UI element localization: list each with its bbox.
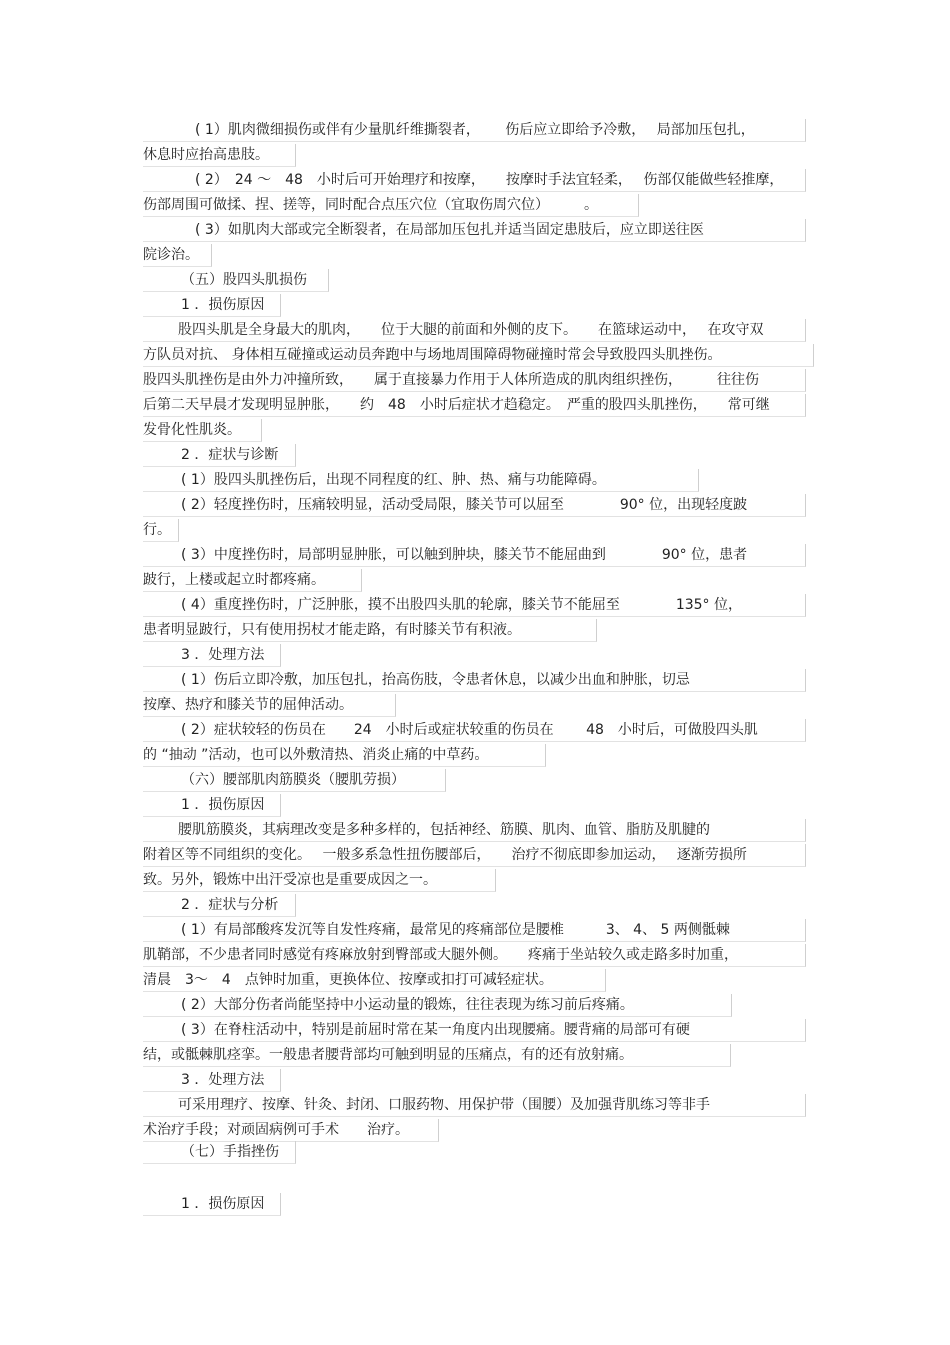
text-line: 跛行，上楼或起立时都疼痛。 (143, 569, 362, 592)
text-line: ( 3）在脊柱活动中，特别是前屈时常在某一角度内出现腰痛。腰背痛的局部可有硬 (143, 1019, 806, 1042)
text-line: ( 4）重度挫伤时，广泛肿胀，摸不出股四头肌的轮廓，膝关节不能屈至 135° 位， (143, 594, 806, 617)
text-line: （七）手指挫伤 (143, 1141, 296, 1164)
text-line: 伤部周围可做揉、捏、搓等，同时配合点压穴位（宜取伤周穴位） 。 (143, 194, 639, 217)
text-line: 腰肌筋膜炎，其病理改变是多种多样的，包括神经、筋膜、肌肉、血管、脂肪及肌腱的 (143, 819, 806, 842)
text-line: ( 3）中度挫伤时，局部明显肿胀，可以触到肿块，膝关节不能屈曲到 90° 位，患者 (143, 544, 806, 567)
text-line: 2 ．症状与分析 (143, 894, 296, 917)
text-line: 院诊治。 (143, 244, 212, 267)
text-line: 可采用理疗、按摩、针灸、封闭、口服药物、用保护带（围腰）及加强背肌练习等非手 (143, 1094, 806, 1117)
text-line: ( 2） 24 ～ 48 小时后可开始理疗和按摩， 按摩时手法宜轻柔， 伤部仅能做些轻推摩， (143, 169, 806, 192)
text-line: 1 ．损伤原因 (143, 794, 281, 817)
text-line: 股四头肌挫伤是由外力冲撞所致， 属于直接暴力作用于人体所造成的肌肉组织挫伤， 往往伤 (143, 369, 806, 392)
text-line: ( 2）大部分伤者尚能坚持中小运动量的锻炼，往往表现为练习前后疼痛。 (143, 994, 732, 1017)
text-line: ( 1）有局部酸疼发沉等自发性疼痛，最常见的疼痛部位是腰椎 3、 4、 5 两侧骶棘 (143, 919, 806, 942)
text-line: ( 1）肌肉微细损伤或伴有少量肌纤维撕裂者， 伤后应立即给予冷敷， 局部加压包扎， (143, 119, 806, 142)
text-line: 附着区等不同组织的变化。 一般多系急性扭伤腰部后， 治疗不彻底即参加运动， 逐渐劳损所 (143, 844, 806, 867)
text-line: ( 1）伤后立即冷敷，加压包扎，抬高伤肢，令患者休息，以减少出血和肿胀，切忌 (143, 669, 806, 692)
text-line: ( 1）股四头肌挫伤后，出现不同程度的红、肿、热、痛与功能障碍。 (143, 469, 699, 492)
text-line: 按摩、热疗和膝关节的屈伸活动。 (143, 694, 396, 717)
text-line: 休息时应抬高患肢。 (143, 144, 296, 167)
text-line: （五）股四头肌损伤 (143, 269, 329, 292)
text-line: 患者明显跛行，只有使用拐杖才能走路，有时膝关节有积液。 (143, 619, 597, 642)
text-line: 发骨化性肌炎。 (143, 419, 262, 442)
text-line: 致。另外，锻炼中出汗受凉也是重要成因之一。 (143, 869, 496, 892)
text-line: 术治疗手段；对顽固病例可手术 治疗。 (143, 1119, 439, 1142)
text-line: 股四头肌是全身最大的肌肉， 位于大腿的前面和外侧的皮下。 在篮球运动中， 在攻守双 (143, 319, 806, 342)
text-line: 行。 (143, 519, 179, 542)
text-line: 后第二天早晨才发现明显肿胀， 约 48 小时后症状才趋稳定。 严重的股四头肌挫伤， 常可继 (143, 394, 806, 417)
text-line: 2 ．症状与诊断 (143, 444, 296, 467)
text-line: 的 “抽动 ”活动，也可以外敷清热、消炎止痛的中草药。 (143, 744, 546, 767)
text-line: 1 ．损伤原因 (143, 1193, 281, 1216)
text-line: 方队员对抗、 身体相互碰撞或运动员奔跑中与场地周围障碍物碰撞时常会导致股四头肌挫伤。 (143, 344, 814, 367)
text-line: 3 ．处理方法 (143, 1069, 281, 1092)
text-line: 清晨 3～ 4 点钟时加重，更换体位、按摩或扣打可减轻症状。 (143, 969, 606, 992)
text-line: 结，或骶棘肌痉挛。一般患者腰背部均可触到明显的压痛点，有的还有放射痛。 (143, 1044, 731, 1067)
text-line: ( 3）如肌肉大部或完全断裂者，在局部加压包扎并适当固定患肢后，应立即送往医 (143, 219, 806, 242)
text-line: 肌鞘部，不少患者同时感觉有疼麻放射到臀部或大腿外侧。 疼痛于坐站较久或走路多时加重， (143, 944, 806, 967)
text-line: 1 ．损伤原因 (143, 294, 281, 317)
text-line: ( 2）轻度挫伤时，压痛较明显，活动受局限，膝关节可以屈至 90° 位，出现轻度跛 (143, 494, 806, 517)
text-line: 3 ．处理方法 (143, 644, 281, 667)
text-line: （六）腰部肌肉筋膜炎（腰肌劳损） (143, 769, 446, 792)
text-line: ( 2）症状较轻的伤员在 24 小时后或症状较重的伤员在 48 小时后，可做股四头肌 (143, 719, 806, 742)
